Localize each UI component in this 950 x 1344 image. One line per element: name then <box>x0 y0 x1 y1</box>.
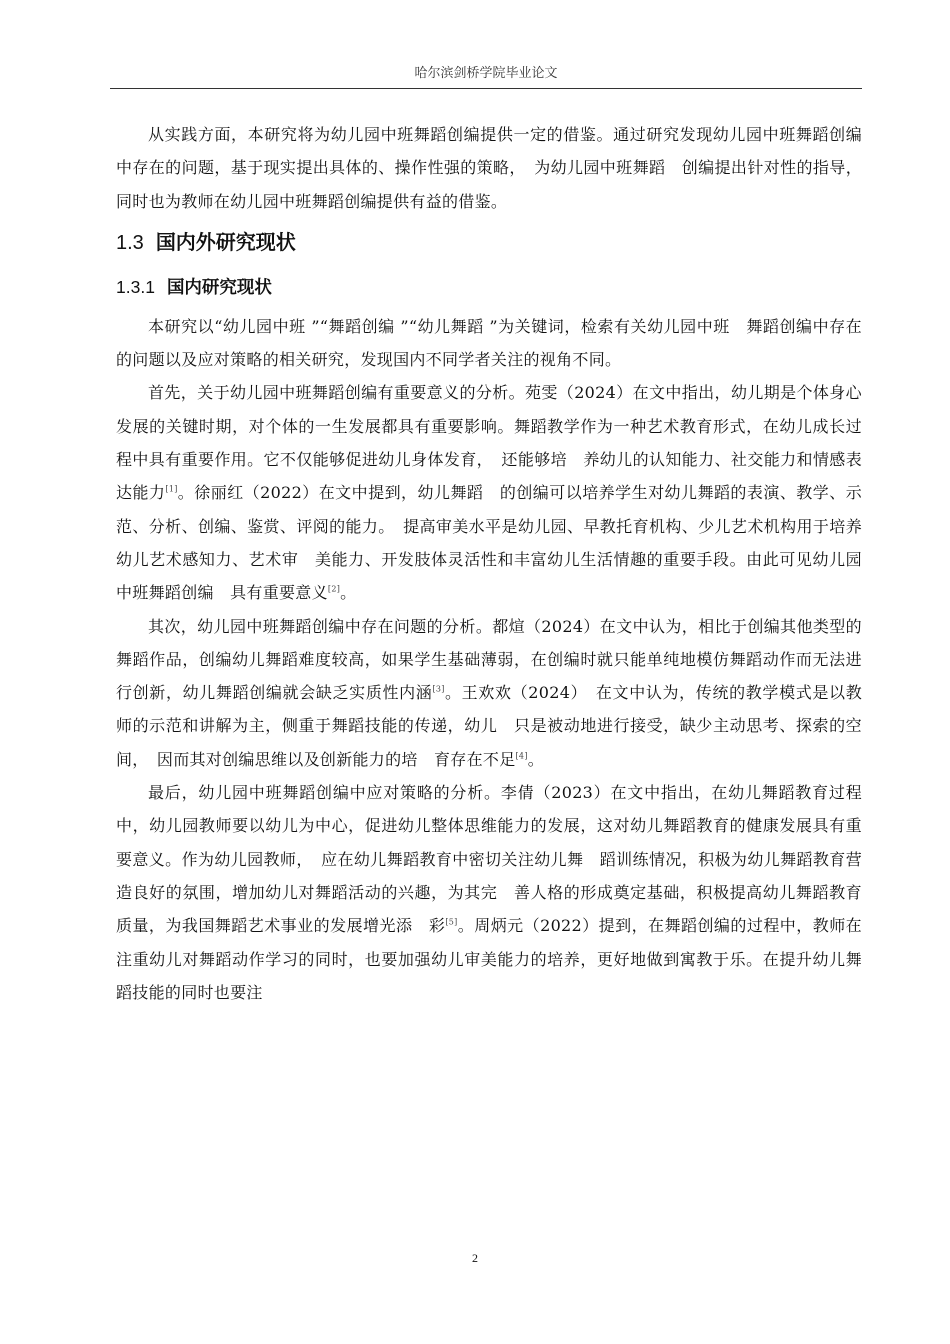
section-number: 1.3 <box>116 231 144 254</box>
citation-5: [5] <box>445 917 458 927</box>
citation-2: [2] <box>327 584 341 594</box>
header-rule <box>110 88 862 89</box>
citation-1: [1] <box>165 485 178 495</box>
section-title: 国内外研究现状 <box>155 229 296 254</box>
paragraph-text: 首先，关于幼儿园中班舞蹈创编有重要意义的分析。苑雯（2024）在文中指出，幼儿期是个体身心发展的关键时期，对个体的一生发展都具有重要影响。舞蹈教学作为一种艺术教育形式，在幼儿成长过程中具有重要作用。它不仅能够促进幼儿身体发育， 还能够培 养幼儿的认知能力、社交能力和情感表达能力 <box>116 383 862 503</box>
paragraph-text: 。王欢欢（2024） 在文中认为，传统的教学模式是以教师的示范和讲解为主，侧重于舞蹈技能的传递，幼儿 只是被动地进行接受，缺少主动思考、探索的空间， 因而其对创编思维以及创新能力的培 育存在不足 <box>116 683 862 769</box>
paragraph-keywords: 本研究以“幼儿园中班 ”“舞蹈创编 ”“幼儿舞蹈 ”为关键词，检索有关幼儿园中班 舞蹈创编中存在的问题以及应对策略的相关研究，发现国内不同学者关注的视角不同。 <box>116 316 862 370</box>
paragraph-text: 。周炳元（2022）提到，在舞蹈创编的过程中，教师在注重幼儿对舞蹈动作学习的同时，也要加强幼儿审美能力的培养，更好地做到寓教于乐。在提升幼儿舞蹈技能的同时也要注 <box>116 916 862 1002</box>
subsection-number: 1.3.1 <box>116 276 155 297</box>
paragraph-significance <box>116 376 862 609</box>
paragraph-strategies <box>116 776 862 1009</box>
paragraph-text: 。徐丽红（2022）在文中提到，幼儿舞蹈 的创编可以培养学生对幼儿舞蹈的表演、教学、示范、分析、创编、鉴赏、评阅的能力。 提高审美水平是幼儿园、早教托育机构、少儿艺术机构用于培养幼儿艺术感知力、艺术审 美能力、开发肢体灵活性和丰富幼儿生活情趣的重要手段。由此可见幼儿园中班舞蹈创编 具有重要意义 <box>116 483 862 603</box>
page-body <box>116 118 862 1009</box>
intro-paragraph: 从实践方面，本研究将为幼儿园中班舞蹈创编提供一定的借鉴。通过研究发现幼儿园中班舞蹈创编中存在的问题，基于现实提出具体的、操作性强的策略， 为幼儿园中班舞蹈 创编提出针对性的指导，同时也为教师在幼儿园中班舞蹈创编提供有益的借鉴。 <box>116 125 862 211</box>
paragraph-text: 其次，幼儿园中班舞蹈创编中存在问题的分析。都煊（2024）在文中认为，相比于创编其他类型的舞蹈作品，创编幼儿舞蹈难度较高，如果学生基础薄弱，在创编时就只能单纯地模仿舞蹈动作而无法进行创新，幼儿舞蹈创编就会缺乏实质性内涵 <box>116 616 862 703</box>
citation-3: [3] <box>432 684 445 694</box>
section-heading <box>116 222 862 263</box>
paragraph-text: 。 <box>340 583 357 603</box>
paragraph-problems <box>116 610 862 776</box>
paragraph-text: 。 <box>527 749 545 769</box>
citation-4: [4] <box>515 751 528 761</box>
subsection-heading <box>116 265 862 310</box>
page-number: 2 <box>472 1251 478 1265</box>
paragraph-text: 最后，幼儿园中班舞蹈创编中应对策略的分析。李倩（2023）在文中指出，在幼儿舞蹈教育过程中，幼儿园教师要以幼儿为中心，促进幼儿整体思维能力的发展，这对幼儿舞蹈教育的健康发展具有重要意义。作为幼儿园教师， 应在幼儿舞蹈教育中密切关注幼儿舞 蹈训练情况，积极为幼儿舞蹈教育营造良好的氛围，增加幼儿对舞蹈活动的兴趣，为其完 善人格的形成奠定基础，积极提高幼儿舞蹈教育质量，为我国舞蹈艺术事业的发展增光添 彩 <box>116 783 862 936</box>
subsection-title: 国内研究现状 <box>166 277 272 298</box>
running-header: 哈尔滨剑桥学院毕业论文 <box>414 66 558 81</box>
